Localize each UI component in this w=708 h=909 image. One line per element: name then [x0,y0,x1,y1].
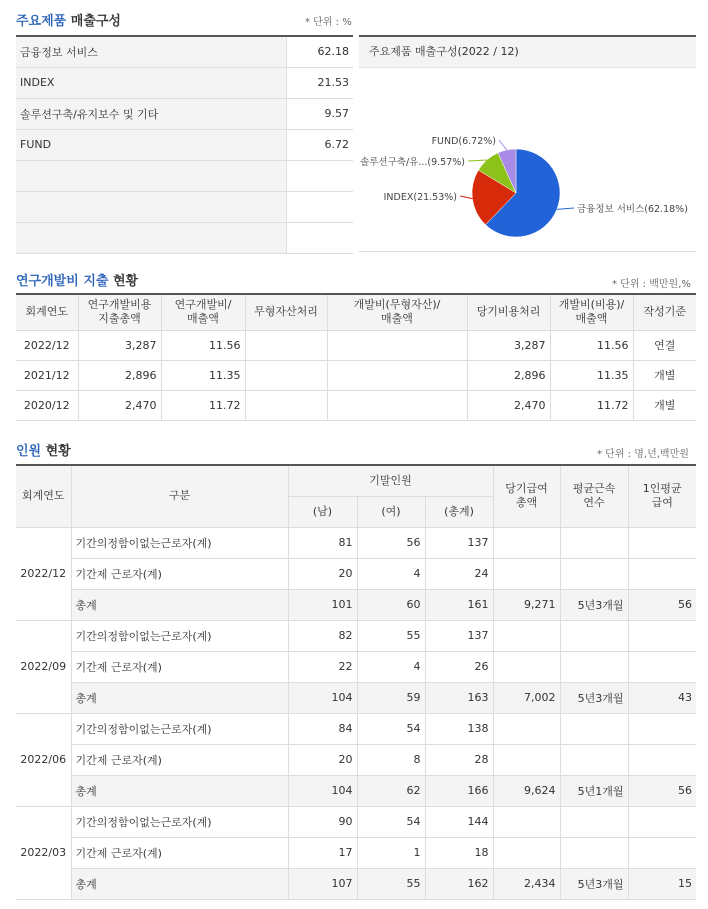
staff-cell-tenure [560,527,628,558]
rd-cell: 개별 [633,360,696,390]
staff-unit-note: * 단위 : 명,년,백만원 [597,449,689,460]
product-share [286,191,353,222]
staff-row [16,806,696,837]
staff-cell-avg [628,558,696,589]
product-row [16,160,353,191]
staff-cell-f: 54 [357,806,425,837]
staff-header-year: 회계연도 [16,465,71,527]
staff-cell-avg [628,651,696,682]
staff-cell-t: 28 [425,744,493,775]
staff-row [16,868,696,899]
staff-cell-avg: 56 [628,775,696,806]
staff-type: 기간의정함이없는근로자(계) [71,713,288,744]
staff-cell-t: 137 [425,527,493,558]
staff-cell-f: 62 [357,775,425,806]
staff-title-highlight: 인원 [16,444,42,459]
rd-title-highlight: 연구개발비 지출 [16,274,109,289]
rd-header-cell: 무형자산처리 [245,294,327,330]
staff-header-pay: 당기급여 총액 [493,465,560,527]
product-name [16,160,286,191]
staff-cell-tenure: 5년3개월 [560,868,628,899]
staff-cell-pay [493,558,560,589]
staff-cell-avg [628,806,696,837]
staff-row [16,651,696,682]
staff-row [16,775,696,806]
rd-cell [245,360,327,390]
staff-cell-t: 163 [425,682,493,713]
staff-cell-pay [493,744,560,775]
product-row [16,98,353,129]
pie-chart-title: 주요제품 매출구성(2022 / 12) [359,37,696,68]
rd-header-cell: 개발비(비용)/ 매출액 [550,294,633,330]
staff-row [16,682,696,713]
staff-cell-t: 161 [425,589,493,620]
product-row [16,222,353,253]
pie-label: 금융정보 서비스(62.18%) [577,204,688,215]
product-share [286,160,353,191]
staff-cell-f: 8 [357,744,425,775]
product-row [16,36,353,67]
rd-cell: 11.72 [161,390,245,420]
rd-cell: 2021/12 [16,360,78,390]
staff-cell-m: 104 [288,775,357,806]
staff-cell-avg: 56 [628,589,696,620]
staff-type: 총계 [71,775,288,806]
product-section-title [16,10,121,29]
staff-year: 2022/06 [16,713,71,806]
rd-cell: 2,896 [78,360,161,390]
staff-cell-m: 17 [288,837,357,868]
staff-cell-pay [493,651,560,682]
staff-header-type: 구분 [71,465,288,527]
rd-cell: 11.56 [161,330,245,360]
staff-row [16,837,696,868]
rd-cell [327,360,467,390]
pie-leader-line [557,208,574,209]
rd-cell: 11.56 [550,330,633,360]
staff-cell-f: 56 [357,527,425,558]
staff-cell-avg [628,620,696,651]
product-share [286,222,353,253]
staff-cell-m: 101 [288,589,357,620]
staff-row [16,558,696,589]
rd-cell: 2,470 [78,390,161,420]
product-title-highlight: 주요제품 [16,14,67,29]
product-name: INDEX [16,67,286,98]
staff-cell-m: 84 [288,713,357,744]
staff-row [16,744,696,775]
staff-cell-tenure [560,744,628,775]
staff-cell-m: 104 [288,682,357,713]
staff-cell-pay [493,527,560,558]
staff-cell-avg [628,527,696,558]
staff-cell-f: 54 [357,713,425,744]
rd-cell [327,330,467,360]
staff-cell-tenure [560,558,628,589]
staff-cell-tenure [560,806,628,837]
staff-cell-t: 166 [425,775,493,806]
staff-cell-f: 59 [357,682,425,713]
staff-row [16,713,696,744]
rd-cell: 2,896 [467,360,550,390]
staff-year: 2022/03 [16,806,71,899]
rd-header-cell: 연구개발비용 지출총액 [78,294,161,330]
product-row [16,191,353,222]
product-name [16,191,286,222]
staff-cell-t: 18 [425,837,493,868]
rd-cell [245,390,327,420]
staff-cell-f: 55 [357,620,425,651]
staff-cell-pay: 2,434 [493,868,560,899]
staff-cell-t: 137 [425,620,493,651]
staff-cell-pay [493,713,560,744]
staff-year: 2022/09 [16,620,71,713]
pie-label: INDEX(21.53%) [383,192,457,203]
staff-header-total: (총계) [425,496,493,527]
staff-cell-avg [628,837,696,868]
pie-leader-line [468,160,487,161]
staff-cell-f: 4 [357,651,425,682]
product-name: 솔루션구축/유지보수 및 기타 [16,98,286,129]
staff-year: 2022/12 [16,527,71,620]
rd-cell: 11.72 [550,390,633,420]
rd-cell: 2022/12 [16,330,78,360]
rd-header-cell: 회계연도 [16,294,78,330]
staff-cell-pay [493,620,560,651]
staff-type: 총계 [71,682,288,713]
staff-cell-tenure: 5년3개월 [560,589,628,620]
staff-cell-f: 60 [357,589,425,620]
staff-cell-t: 144 [425,806,493,837]
staff-header-male: (남) [288,496,357,527]
pie-leader-line [460,196,472,199]
staff-cell-pay: 9,271 [493,589,560,620]
staff-cell-tenure: 5년3개월 [560,682,628,713]
staff-cell-m: 22 [288,651,357,682]
product-share: 21.53 [286,67,353,98]
staff-type: 기간의정함이없는근로자(계) [71,527,288,558]
pie-chart [359,69,696,253]
rd-cell: 개별 [633,390,696,420]
staff-cell-f: 1 [357,837,425,868]
staff-row [16,589,696,620]
staff-type: 기간제 근로자(계) [71,558,288,589]
rd-cell [327,390,467,420]
product-share: 6.72 [286,129,353,160]
product-name: 금융정보 서비스 [16,36,286,67]
staff-cell-m: 20 [288,558,357,589]
product-share: 62.18 [286,36,353,67]
staff-row [16,620,696,651]
rd-cell: 11.35 [161,360,245,390]
staff-type: 총계 [71,589,288,620]
rd-header-cell: 당기비용처리 [467,294,550,330]
staff-cell-avg: 43 [628,682,696,713]
staff-cell-tenure [560,837,628,868]
staff-cell-t: 162 [425,868,493,899]
staff-cell-t: 24 [425,558,493,589]
staff-type: 기간제 근로자(계) [71,744,288,775]
staff-section-title [16,440,71,459]
rd-expense-table [16,293,696,421]
staff-type: 총계 [71,868,288,899]
staff-cell-pay [493,837,560,868]
staff-cell-m: 90 [288,806,357,837]
rd-row [16,330,696,360]
pie-label: 솔루션구축/유...(9.57%) [360,157,465,168]
staff-title-rest: 현황 [41,444,71,459]
staff-cell-m: 107 [288,868,357,899]
staff-cell-avg [628,744,696,775]
rd-cell: 3,287 [467,330,550,360]
rd-cell: 연결 [633,330,696,360]
staff-type: 기간제 근로자(계) [71,837,288,868]
rd-header-cell: 개발비(무형자산)/ 매출액 [327,294,467,330]
staff-cell-pay: 7,002 [493,682,560,713]
rd-row [16,390,696,420]
staff-type: 기간의정함이없는근로자(계) [71,620,288,651]
product-row [16,67,353,98]
staff-header-end-count: 기말인원 [288,465,493,496]
rd-cell: 3,287 [78,330,161,360]
rd-cell [245,330,327,360]
staff-cell-tenure [560,620,628,651]
staff-cell-m: 20 [288,744,357,775]
staff-row [16,527,696,558]
rd-header-cell: 작성기준 [633,294,696,330]
staff-header-tenure: 평균근속 연수 [560,465,628,527]
product-unit-note: * 단위 : % [305,17,352,28]
staff-cell-pay [493,806,560,837]
staff-cell-m: 82 [288,620,357,651]
rd-header-cell: 연구개발비/ 매출액 [161,294,245,330]
staff-cell-avg [628,713,696,744]
staff-table [16,464,696,900]
staff-header-female: (여) [357,496,425,527]
staff-type: 기간제 근로자(계) [71,651,288,682]
product-share: 9.57 [286,98,353,129]
pie-leader-line [499,140,507,150]
rd-cell: 2,470 [467,390,550,420]
rd-cell: 2020/12 [16,390,78,420]
pie-label: FUND(6.72%) [431,136,496,147]
staff-cell-f: 4 [357,558,425,589]
product-row [16,129,353,160]
staff-cell-tenure [560,651,628,682]
rd-cell: 11.35 [550,360,633,390]
product-title-rest: 매출구성 [66,14,121,29]
staff-type: 기간의정함이없는근로자(계) [71,806,288,837]
staff-cell-tenure [560,713,628,744]
pie-chart-panel [359,35,696,252]
staff-cell-t: 26 [425,651,493,682]
staff-cell-m: 81 [288,527,357,558]
staff-cell-f: 55 [357,868,425,899]
product-name [16,222,286,253]
staff-cell-pay: 9,624 [493,775,560,806]
product-name: FUND [16,129,286,160]
staff-cell-avg: 15 [628,868,696,899]
rd-section-title [16,270,138,289]
staff-header-avg-pay: 1인평균 급여 [628,465,696,527]
product-sales-table [16,35,353,254]
rd-title-rest: 현황 [108,274,139,289]
rd-unit-note: * 단위 : 백만원,% [612,279,691,290]
staff-cell-tenure: 5년1개월 [560,775,628,806]
staff-cell-t: 138 [425,713,493,744]
rd-row [16,360,696,390]
